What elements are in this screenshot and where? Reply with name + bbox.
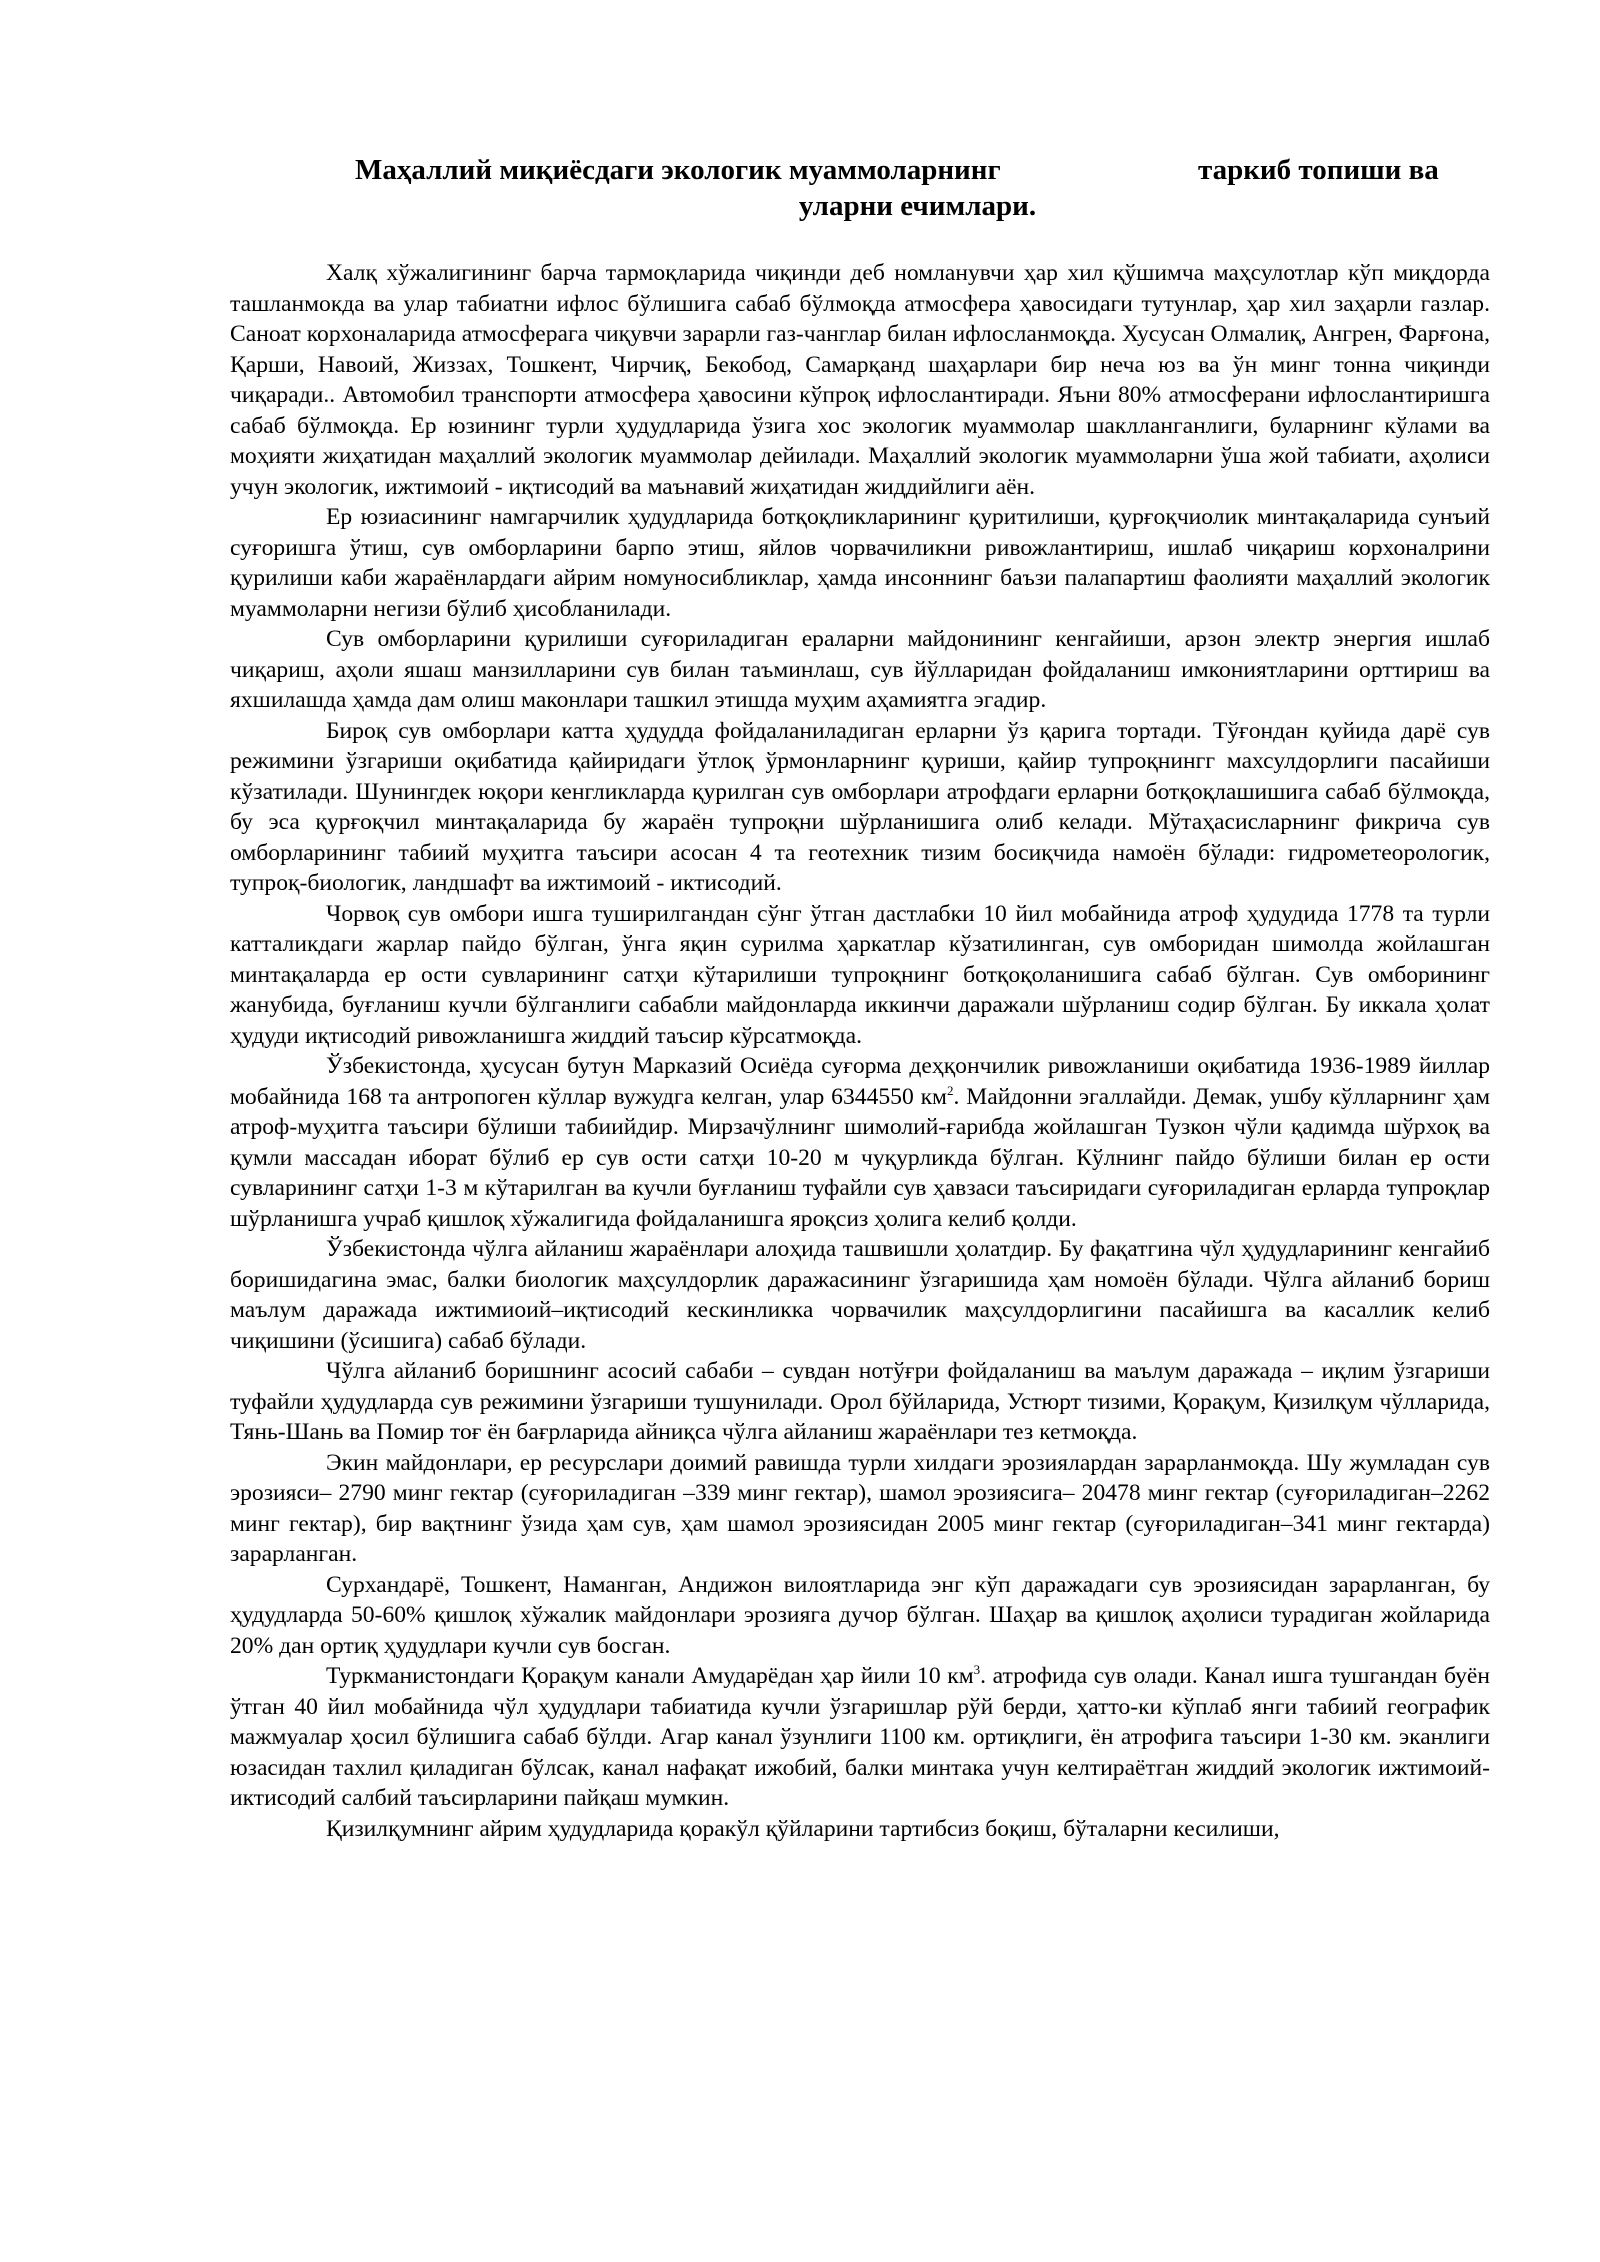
superscript: 3 (973, 1662, 981, 1678)
title-line-1-right: таркиб топиши ва (1198, 154, 1439, 186)
paragraph (230, 1661, 1490, 1814)
document-body (230, 258, 1490, 1844)
superscript: 2 (947, 1082, 954, 1098)
title-line-1-left: Маҳаллий миқиёсдаги экологик муаммоларнинг (355, 154, 1001, 186)
paragraph: Сув омборларини қурилиши суғориладиган ераларни майдонининг кенгайиши, арзон электр энергия ишлаб чиқариш, аҳоли яшаш манзилларини сув билан таъминлаш, сув йўлларидан фойдаланиш имкониятларини орттириш ва яхшилашда ҳамда дам олиш маконлари ташкил этишда муҳим аҳамиятга эгадир. (230, 626, 1490, 713)
paragraph: Халқ хўжалигининг барча тармоқларида чиқинди деб номланувчи ҳар хил қўшимча маҳсулотлар кўп миқдорда ташланмокда ва улар табиатни ифлос бўлишига сабаб бўлмоқда атмосфера ҳавосидаги тутунлар, ҳар хил заҳарли газлар. Саноат корхоналарида атмосферага чиқувчи зарарли газ-чанглар билан ифлосланмоқда. Хусусан Олмалиқ, Ангрен, Фарғона, Қарши, Навоий, Жиззах, Тошкент, Чирчиқ, Бекобод, Самарқанд шаҳарлари бир неча юз ва ўн минг тонна чиқинди чиқаради.. Автомобил транспорти атмосфера ҳавосини кўпроқ ифлослантиради. Яъни 80% атмосферани ифлослантиришга сабаб бўлмоқда. Ер юзининг турли ҳудудларида ўзига хос экологик муаммолар шаклланганлиги, буларнинг кўлами ва моҳияти жиҳатидан маҳаллий экологик муаммолар дейилади. Маҳаллий экологик муаммоларни ўша жой табиати, аҳолиси учун экологик, ижтимоий - иқтисодий ва маънавий жиҳатидан жиддийлиги аён. (230, 260, 1490, 500)
paragraph-text: Туркманистондаги Қорақум канали Амударёдан ҳар йили 10 км (326, 1663, 974, 1689)
paragraph: Экин майдонлари, ер ресурслари доимий равишда турли хилдаги эрозиялардан зарарланмоқда. Шу жумладан сув эрозияси– 2790 минг гектар (суғориладиган –339 минг гектар), шамол эрозиясига– 20478 минг гектар (суғориладиган–2262 минг гектар), бир вақтнинг ўзида ҳам сув, ҳам шамол эрозиясидан 2005 минг гектар (суғориладиган–341 минг гектарда) зарарланган. (230, 1449, 1490, 1567)
paragraph: Қизилқумнинг айрим ҳудудларида қоракўл қўйларини тартибсиз боқиш, бўталарни кесилиши, (326, 1815, 1280, 1842)
paragraph: Сурхандарё, Тошкент, Наманган, Андижон вилоятларида энг кўп даражадаги сув эрозиясидан зарарланган, бу ҳудудларда 50-60% қишлоқ хўжалик майдонлари эрозияга дучор бўлган. Шаҳар ва қишлоқ аҳолиси турадиган жойларида 20% дан ортиқ ҳудудлари кучли сув босган. (230, 1571, 1490, 1659)
title-line-2: уларни ечимлари. (798, 190, 1037, 222)
paragraph (230, 1051, 1490, 1234)
paragraph: Ўзбекистонда чўлга айланиш жараёнлари алоҳида ташвишли ҳолатдир. Бу фақатгина чўл ҳудудларининг кенгайиб боришидагина эмас, балки биологик маҳсулдорлик даражасининг ўзгаришида ҳам номоён бўлади. Чўлга айланиб бориш маълум даражада ижтимиоий–иқтисодий кескинликка чорвачилик маҳсулдорлигини пасайишга ва касаллик келиб чиқишини (ўсишига) сабаб бўлади. (230, 1236, 1490, 1354)
title-line-1 (230, 152, 1490, 188)
paragraph: Бироқ сув омборлари катта ҳудудда фойдаланиладиган ерларни ўз қарига тортади. Тўғондан қуйида дарё сув режимини ўзгариши оқибатида қайиридаги ўтлоқ ўрмонларнинг қуриши, қайир тупроқнингг махсулдорлиги пасайиши кўзатилади. Шунингдек юқори кенгликларда қурилган сув омборлари атрофдаги ерларни ботқоқлашишига сабаб бўлмоқда, бу эса қурғоқчил минтақаларида бу жараён тупроқни шўрланишига олиб келади. Мўтаҳасисларнинг фикрича сув омборларининг табиий муҳитга таъсири асосан 4 та геотехник тизим босиқчида намоён бўлади: гидрометеорологик, тупроқ-биологик, ландшафт ва ижтимоий - иктисодий. (230, 717, 1490, 896)
paragraph: Ер юзиасининг намгарчилик ҳудудларида ботқоқликларининг қуритилиши, қурғоқчиолик минтақаларида сунъий суғоришга ўтиш, сув омборларини барпо этиш, яйлов чорвачиликни ривожлантириш, ишлаб чиқариш корхоналрини қурилиши каби жараёнлардаги айрим номуносибликлар, ҳамда инсоннинг баъзи палапартиш фаолияти маҳаллий экологик муаммоларни негизи бўлиб ҳисобланилади. (230, 504, 1490, 622)
paragraph-text: . Майдонни эгаллайди. Демак, ушбу кўлларнинг ҳам атроф-муҳитга таъсири бўлиши табиийдир. Мирзачўлнинг шимолий-ғарибда жойлашган Тузкон чўли қадимда шўрхоқ ва қумли массадан иборат бўлиб ер сув ости сатҳи 10-20 м чуқурликда бўлган. Кўлнинг пайдо бўлиши билан ер ости сувларининг сатҳи 1-3 м кўтарилган ва кучли буғланиш туфайли сув ҳавзаси таъсиридаги суғориладиган ерларда тупроқлар шўрланишга учраб қишлоқ хўжалигида фойдаланишга яроқсиз ҳолига келиб қолди. (230, 1083, 1491, 1232)
paragraph-text: Ўзбекистонда, ҳусусан бутун Марказий Осиёда суғорма деҳқончилик ривожланиши оқибатида 1936-1989 йиллар мобайнида 168 та антропоген кўллар вужудга келган, улар 6344550 км (230, 1053, 1490, 1110)
paragraph: Чўлга айланиб боришнинг асосий сабаби – сувдан нотўғри фойдаланиш ва маълум даражада – иқлим ўзгариши туфайли ҳудудларда сув режимини ўзгариши тушунилади. Орол бўйларида, Устюрт тизими, Қорақум, Қизилқум чўлларида, Тянь-Шань ва Помир тоғ ён бағрларида айниқса чўлга айланиш жараёнлари тез кетмоқда. (230, 1358, 1490, 1445)
paragraph-text: . атрофида сув олади. Канал ишга тушгандан буён ўтган 40 йил мобайнида чўл ҳудудлари табиатида кучли ўзгаришлар рўй берди, ҳатто-ки кўплаб янги табиий географик мажмуалар ҳосил бўлишига сабаб бўлди. Агар канал ўзунлиги 1100 км. ортиқлиги, ён атрофига таъсири 1-30 км. эканлиги юзасидан тахлил қиладиган бўлсак, канал нафақат ижобий, балки минтака учун келтираётган жиддий экологик ижтимоий-иктисодий салбий таъсирларини пайқаш мумкин. (230, 1663, 1490, 1811)
document-title (230, 152, 1490, 224)
paragraph: Чорвоқ сув омбори ишга туширилгандан сўнг ўтган дастлабки 10 йил мобайнида атроф ҳудудида 1778 та турли катталикдаги жарлар пайдо бўлган, ўнга яқин сурилма ҳаркатлар кўзатилинган, сув омборидан шимолда жойлашган минтақаларда ер ости сувларининг сатҳи кўтарилиши тупроқнинг ботқоқоланишига сабаб бўлган. Сув омборининг жанубида, буғланиш кучли бўлганлиги сабабли майдонларда иккинчи даражали шўрланиш содир бўлган. Бу иккала ҳолат ҳудуди иқтисодий ривожланишга жиддий таъсир кўрсатмоқда. (230, 900, 1490, 1049)
